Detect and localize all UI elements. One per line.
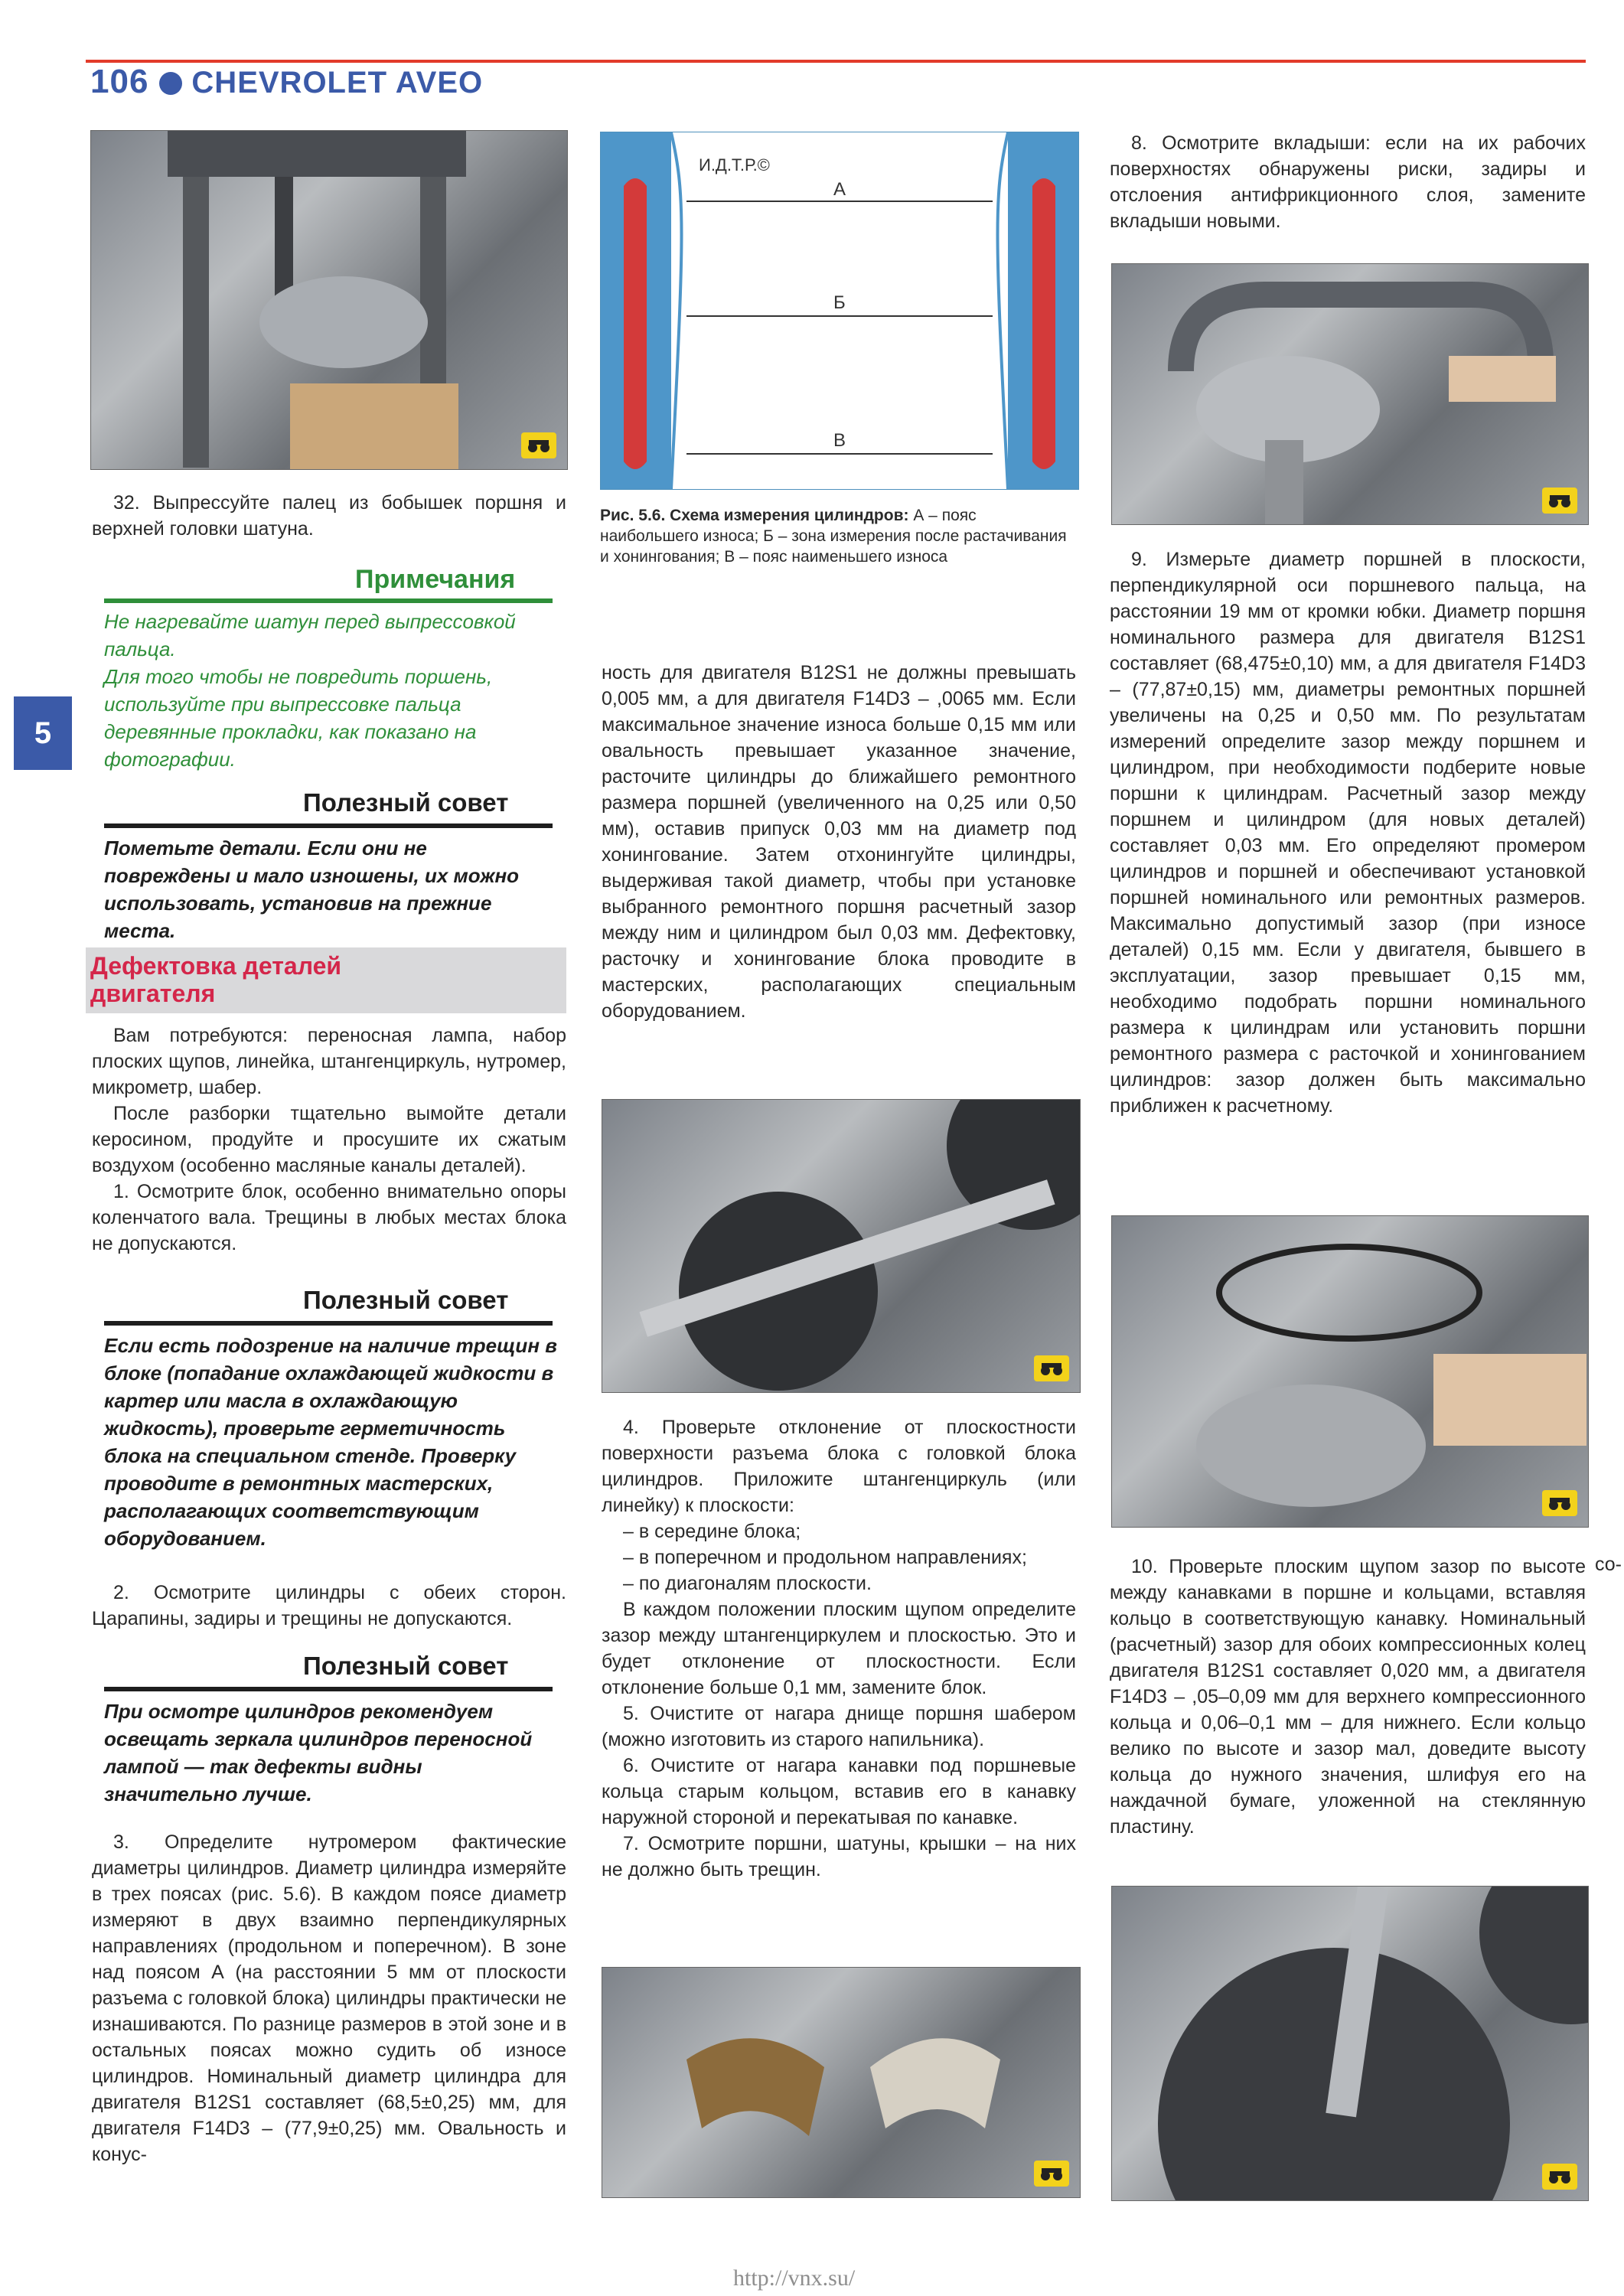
photo-block-flatness xyxy=(602,1099,1081,1393)
paragraph: 2. Осмотрите цилиндры с обеих сторон. Царапины, задиры и трещины не допускаются. xyxy=(92,1582,566,1629)
paragraph: 3. Определите нутромером фактические диаметры цилиндров. Диаметр цилиндра измеряйте в трех поясах (рис. 5.6). В каждом поясе диаметр измеряют в двух взаимно перпендикулярных направлениях (продольном и поперечном). В зоне над поясом А (на расстоянии 5 мм от плоскости разъема с головкой блока) цилиндры практически не изнашиваются. По разнице размеров в этой зоне и в остальных поясах можно судить об износе цилиндров. Номинальный диаметр цилиндра для двигателя B12S1 составляет (68,5±0,25) мм, для двигателя F14D3 – (77,9±0,25) мм. Овальность и конус- xyxy=(92,1831,566,2165)
bearing-illustration xyxy=(602,1968,1080,2197)
paragraph: После разборки тщательно вымойте детали керосином, продуйте и просушите их сжатым воздухом (особенно масляные каналы деталей). xyxy=(92,1103,566,1176)
paragraph: 7. Осмотрите поршни, шатуны, крышки – на них не должно быть трещин. xyxy=(602,1833,1076,1880)
paragraph: В каждом положении плоским щупом определите зазор между штангенциркулем и плоскостью. Это и будет отклонение от плоскостности. Если отклонение больше 0,1 мм, замените блок. xyxy=(602,1599,1076,1698)
figure-caption-title: Рис. 5.6. Схема измерения цилиндров: xyxy=(600,507,909,524)
list-item: – в поперечном и продольном направлениях; xyxy=(623,1547,1027,1568)
tip-title: Полезный совет xyxy=(303,788,509,817)
header-dot-icon xyxy=(159,72,182,95)
section-title: Дефектовка деталей двигателя xyxy=(90,952,342,1007)
ring-illustration xyxy=(1112,1216,1588,1527)
tip-rule xyxy=(104,1321,553,1326)
footer-url: http://vnx.su/ xyxy=(733,2265,856,2291)
photo-cylinder-bore xyxy=(1111,1886,1589,2201)
tip-body: При осмотре цилиндров рекомендуем освещать зеркала цилиндров переносной лампой — так дефекты видны значительно лучше. xyxy=(104,1700,533,1805)
col1-intro-text xyxy=(92,1022,566,1257)
photo-badge-icon xyxy=(521,432,556,458)
col3-step9-text xyxy=(1110,546,1586,1119)
col1-step3-text xyxy=(92,1829,566,2167)
photo-piston-press xyxy=(90,130,568,470)
book-title: CHEVROLET AVEO xyxy=(191,66,484,99)
diagram-label-a: А xyxy=(833,179,846,200)
notes-title: Примечания xyxy=(355,565,516,594)
paragraph: 4. Проверьте отклонение от плоскостности поверхности разъема блока с головкой блока цилиндров. Приложите штангенциркуль (или линейку) к плоскости: xyxy=(602,1417,1076,1516)
block-illustration xyxy=(602,1100,1080,1392)
tip-title: Полезный совет xyxy=(303,1652,509,1680)
note-item: Не нагревайте шатун перед выпрессовкой пальца. xyxy=(104,610,516,660)
paragraph: 9. Измерьте диаметр поршней в плоскости, перпендикулярной оси поршневого пальца, на расстоянии 19 мм от кромки юбки. Диаметр поршня номинального размера для двигателя B12S1 составляет (68,475±0,10) мм, а для двигателя F14D3 – (77,87±0,15) мм, диаметры ремонтных поршней увеличены на 0,25 и 0,50 мм. По результатам измерений определите зазор между поршнем и цилиндром, при необходимости подберите новые поршни к цилиндрам. Расчетный зазор между поршнем и цилиндром (для новых деталей) составляет 0,03 мм. Его определяют промером цилиндров и поршней и обеспечивают установкой поршней номинального или ремонтных размеров. Максимально допустимый зазор (при износе деталей) 0,15 мм. Если у двигателя, бывшего в эксплуатации, зазор превышает 0,15 мм, необходимо подобрать поршни номинального размера к цилиндрам или установить поршни ремонтного размера с расточкой и хонингованием цилиндров: зазор должен быть максимально приближен к расчетному. xyxy=(1110,549,1586,1117)
figure-5-6-caption xyxy=(600,505,1075,567)
paragraph: 5. Очистите от нагара днище поршня шабером (можно изготовить из старого напильника). xyxy=(602,1703,1076,1750)
paragraph: Вам потребуются: переносная лампа, набор плоских щупов, линейка, штангенциркуль, нутромер, микрометр, шабер. xyxy=(92,1025,566,1098)
paragraph: 6. Очистите от нагара канавки под поршневые кольца старым кольцом, вставив его в канавку наружной стороной и перекатывая по канавке. xyxy=(602,1755,1076,1828)
notes-rule xyxy=(104,598,553,603)
photo-ring-clearance xyxy=(1111,1215,1589,1528)
photo-bearing-shells xyxy=(602,1967,1081,2198)
diagram-mark: И.Д.Т.Р.© xyxy=(699,155,770,174)
caption-photo32: 32. Выпрессуйте палец из бобышек поршня и верхней головки шатуна. xyxy=(92,492,566,540)
photo-badge-icon xyxy=(1542,1490,1577,1516)
notes-body xyxy=(104,608,559,773)
paragraph: 10. Проверьте плоским щупом зазор по высоте между канавками в поршне и кольцами, вставляя кольцо в соответствующую канавку. Номинальный (расчетный) зазор для обоих компрессионных колец двигателя B12S1 составляет 0,020 мм, а двигателя F14D3 – ,05–0,09 мм для верхнего компрессионного кольца и 0,06–0,1 мм – для нижнего. Если кольцо велико по высоте и зазор мал, доведите высоту кольца до нужного значения, шлифуя его на наждачной бумаге, уложенной на стеклянную пластину. xyxy=(1110,1556,1586,1838)
col3-step8-text xyxy=(1110,130,1586,234)
note-item: Для того чтобы не повредить поршень, используйте при выпрессовке пальца деревянные прокладки, как показано на фотографии. xyxy=(104,665,493,771)
col3-step10-text xyxy=(1110,1554,1586,1840)
diagram-label-b: Б xyxy=(833,292,846,313)
press-illustration xyxy=(91,131,567,469)
col2-steps-text xyxy=(602,1414,1076,1883)
tip-title: Полезный совет xyxy=(303,1286,509,1314)
paragraph: 1. Осмотрите блок, особенно внимательно опоры коленчатого вала. Трещины в любых местах блока не допускаются. xyxy=(92,1181,566,1254)
page-header xyxy=(90,63,483,101)
diagram-label-c: В xyxy=(833,430,846,451)
col1-step2-text xyxy=(92,1580,566,1632)
photo-badge-icon xyxy=(1034,2161,1069,2187)
figure-5-6-diagram xyxy=(600,132,1079,490)
cylinder-measure-diagram xyxy=(601,132,1078,489)
tip-rule xyxy=(104,1687,553,1691)
tip-body: Если есть подозрение на наличие трещин в блоке (попадание охлаждающей жидкости в картер или масла в охлаждающую жидкость), проверьте герметичность блока на специальном стенде. Проверку проводите в ремонтных мастерских, располагающих соответствующим оборудованием. xyxy=(104,1334,557,1550)
chapter-tab: 5 xyxy=(14,696,72,770)
photo-badge-icon xyxy=(1034,1355,1069,1381)
list-item: – по диагоналям плоскости. xyxy=(623,1573,872,1594)
col2-continued-text xyxy=(602,660,1076,1024)
figure-caption-text: А – пояс наибольшего износа; Б – зона измерения после растачивания и хонингования; В – пояс наименьшего износа xyxy=(600,507,1067,566)
margin-fragment: со- xyxy=(1595,1554,1622,1575)
tip-rule xyxy=(104,823,553,828)
photo-badge-icon xyxy=(1542,488,1577,514)
page-number: 106 xyxy=(90,63,149,100)
micrometer-illustration xyxy=(1112,264,1588,524)
paragraph: 8. Осмотрите вкладыши: если на их рабочих поверхностях обнаружены риски, задиры и отслоения антифрикционного слоя, замените вкладыши новыми. xyxy=(1110,132,1586,232)
tip-body: Пометьте детали. Если они не повреждены и мало изношены, их можно использовать, установив на прежние места. xyxy=(104,837,520,942)
photo-badge-icon xyxy=(1542,2164,1577,2190)
photo-piston-micrometer xyxy=(1111,263,1589,525)
paragraph: ность для двигателя B12S1 не должны превышать 0,005 мм, а для двигателя F14D3 – ,0065 мм. Если максимальное значение износа больше 0,15 мм или овальность превышает указанное значение, расточите цилиндры до ближайшего ремонтного размера поршней (увеличенного на 0,25 или 0,50 мм), оставив припуск 0,03 мм на диаметр под хонингование. Затем отхонингуйте цилиндры, выдерживая такой диаметр, чтобы при установке выбранного ремонтного поршня расчетный зазор между ним и цилиндром был 0,03 мм. Дефектовку, расточку и хонингование блока проводите в мастерских, располагающих специальным оборудованием. xyxy=(602,662,1076,1022)
list-item: – в середине блока; xyxy=(623,1521,801,1542)
bore-illustration xyxy=(1112,1887,1588,2200)
